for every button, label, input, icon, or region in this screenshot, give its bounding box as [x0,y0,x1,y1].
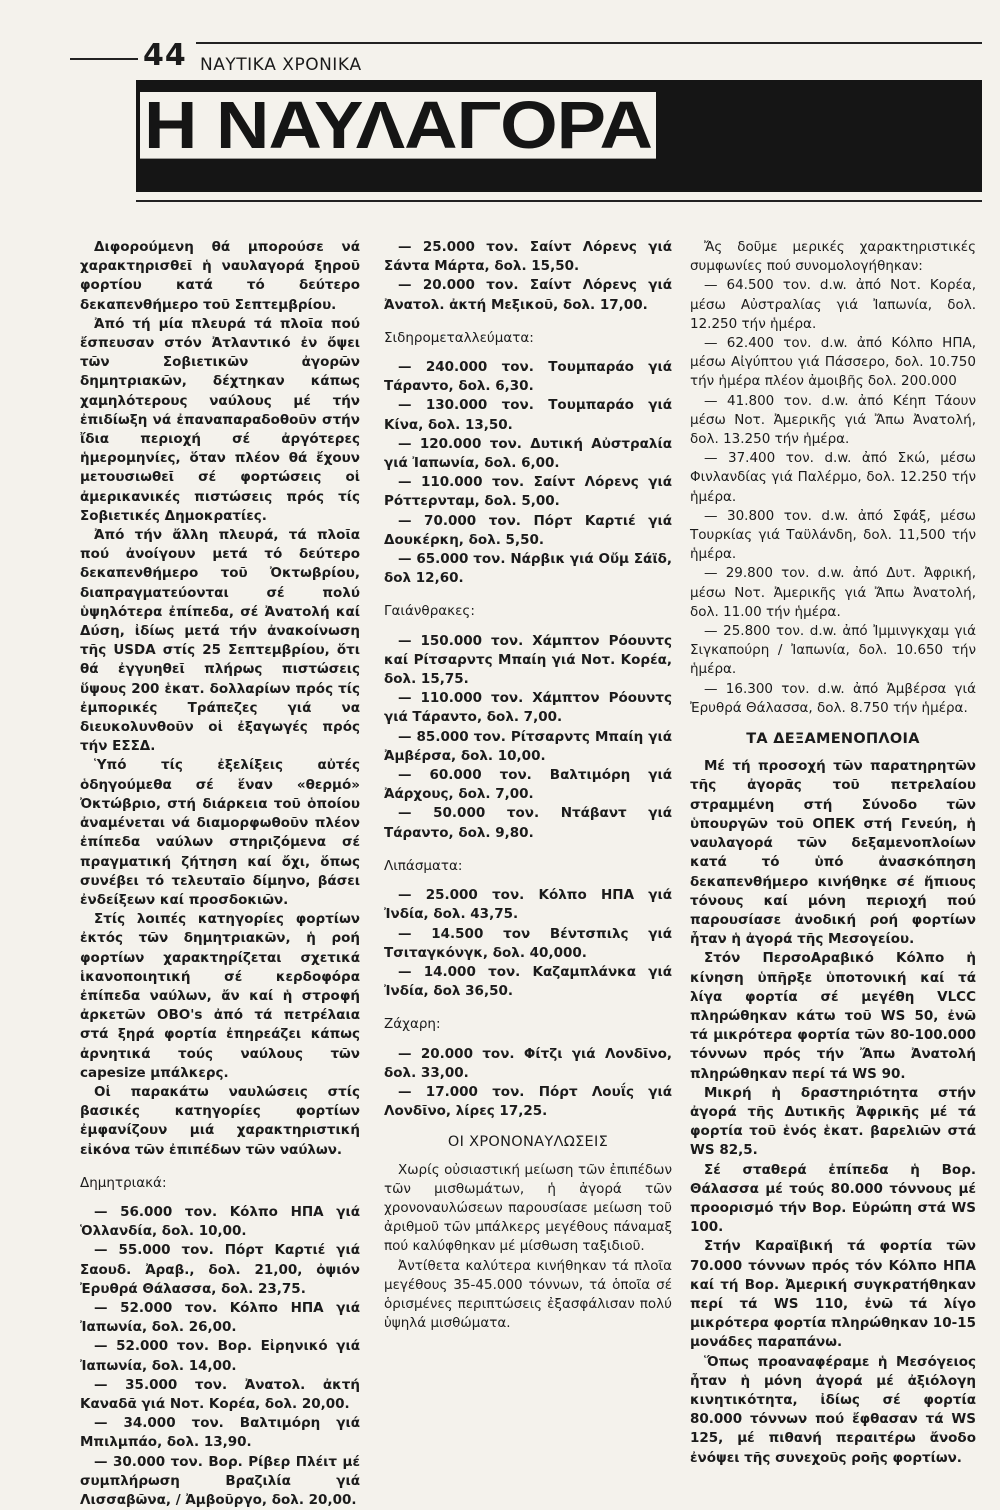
article-paragraph: Στίς λοιπές κατηγορίες φορτίων ἐκτός τῶν δημητριακῶν, ἡ ροή φορτίων χαρακτηρίζεται σχετικά ἱκανοποιητική σέ κερδοφόρα ἐπίπεδα ναύλων, ἄν καί ἡ στροφή ἀρκετῶν OBO's ἀπό τά πετρέλαια στά ξηρά φορτία ἐπηρεάζει κάπως ἀρνητικά τούς ναύλους τῶν capesize μπάλκερς. [80,911,360,1081]
section-label-coal: Γαιάνθρακες: [384,603,475,620]
article-paragraph: Μέ τή προσοχή τῶν παρατηρητῶν τῆς ἀγορᾶς τοῦ πετρελαίου στραμμένη στή Σύνοδο τῶν ὑπουργῶν τοῦ ΟΠΕΚ στή Γενεύη, ἡ ναυλαγορά τῶν δεξαμενοπλοίων κατά τό ὑπό ἀνασκόπηση δεκαπενθήμερο κινήθηκε σέ ἤπιους τόνους καί μόνη περιοχή πού παρουσίασε ἀνοδική ροή φορτίων ἦταν ἡ ἀγορά τῆς Μεσογείου. [690,758,976,948]
section-label-grain: Δημητριακά: [80,1174,167,1191]
article-paragraph: Ἀπό τήν ἄλλη πλευρά, τά πλοῖα πού ἀνοίγουν μετά τό δεύτερο δεκαπενθήμερο τοῦ Ὀκτωβρίου, διαπραγματεύονται σέ πολύ ὑψηλότερα ἐπίπεδα, σέ Ἀνατολή καί Δύση, ἰδίως μετά τήν ἀνακοίνωση τῆς USDA στίς 25 Σεπτεμβρίου, ὅτι θά ἐγγυηθεῖ πλήρως πιστώσεις ὕψους 200 ἑκατ. δολλαρίων πρός τίς ἐμπορικές Τράπεζες γιά να διευκολυνθοῦν οἱ ἐξαγωγές πρός τήν ΕΣΣΔ. [80,527,360,755]
banner-rule [136,200,982,202]
fixture-entry: — 150.000 τον. Χάμπτον Ρόουντς καί Ρίτσαρντς Μπαίη γιά Νοτ. Κορέα, δολ. 15,75. [384,632,672,688]
fixture-entry: — 52.000 τον. Βορ. Εἰρηνικό γιά Ἰαπωνία, δολ. 14,00. [80,1338,360,1374]
column-1 [80,238,360,1510]
section-heading-timecharters: ΟΙ ΧΡΟΝΟΝΑΥΛΩΣΕΙΣ [447,1134,609,1151]
section-label-ore: Σιδηρομεταλλεύματα: [384,329,534,346]
section-label-fertilizers: Λιπάσματα: [384,857,463,874]
fixture-entry: — 34.000 τον. Βαλτιμόρη γιά Μπιλμπάο, δολ. 13,90. [80,1415,360,1451]
article-paragraph: Ἀντίθετα καλύτερα κινήθηκαν τά πλοῖα μεγέθους 35-45.000 τόννων, τά ὁποῖα σέ ὁρισμένες περιπτώσεις ἐξασφάλισαν πολύ ὑψηλά μισθώματα. [384,1257,672,1332]
fixture-entry: — 130.000 τον. Τουμπαράο γιά Κίνα, δολ. 13,50. [384,397,672,433]
fixture-entry: — 62.400 τον. d.w. ἀπό Κόλπο ΗΠΑ, μέσω Αἰγύπτου γιά Πάσσερο, δολ. 10.750 τήν ἡμέρα πλέον ἀμοιβῆς δολ. 200.000 [690,335,976,390]
fixture-entry: — 25.000 τον. Κόλπο ΗΠΑ γιά Ἰνδία, δολ. 43,75. [384,887,672,923]
fixture-entry: — 240.000 τον. Τουμπαράο γιά Τάραντο, δολ. 6,30. [384,359,672,395]
title-banner [136,80,982,192]
article-paragraph: Χωρίς οὐσιαστική μείωση τῶν ἐπιπέδων τῶν μισθωμάτων, ἡ ἀγορά τῶν χρονοναυλώσεων παρουσίασε μείωση τοῦ ἀριθμοῦ τῶν μπάλκερς μεγέθους πάναμαξ πού καλύφθηκαν μέ μίσθωση ταξιδιοῦ. [384,1161,672,1255]
fixture-entry: — 37.400 τον. d.w. ἀπό Σκώ, μέσω Φινλανδίας γιά Παλέρμο, δολ. 12.250 τήν ἡμέρα. [690,450,976,505]
fixture-entry: — 85.000 τον. Ρίτσαρντς Μπαίη γιά Ἀμβέρσα, δολ. 10,00. [384,728,672,764]
column-3 [690,238,976,1468]
article-paragraph: Διφορούμενη θά μπορούσε νά χαρακτηρισθεῖ ἡ ναυλαγορά ξηροῦ φορτίου κατά τό δεύτερο δεκαπενθήμερο τοῦ Σεπτεμβρίου. [80,239,360,313]
article-paragraph: Ἀπό τή μία πλευρά τά πλοῖα πού ἔσπευσαν στόν Ἀτλαντικό ἐν ὄψει τῶν Σοβιετικῶν ἀγορῶν δημητριακῶν, δέχτηκαν κάπως χαμηλότερους ναύλους μέ τήν ἐπιδίωξη νά ἐπαναπαραδοθοῦν στήν ἴδια περιοχή σέ ἀργότερες ἡμερομηνίες, ὅταν πλέον θά ἔχουν μετουσιωθεῖ σέ φορτώσεις οἱ ἀμερικανικές πιστώσεις πρός τίς Σοβιετικές Δημοκρατίες. [80,315,360,524]
fixture-entry: — 20.000 τον. Σαίντ Λόρενς γιά Ἀνατολ. ἀκτή Μεξικοῦ, δολ. 17,00. [384,277,672,313]
fixture-entry: — 60.000 τον. Βαλτιμόρη γιά Ἀάρχους, δολ. 7,00. [384,767,672,803]
article-paragraph: Ὅπως προαναφέραμε ἡ Μεσόγειος ἦταν ἡ μόνη ἀγορά μέ ἀξιόλογη κινητικότητα, ἰδίως σέ φορτία 80.000 τόννων πού ἔφθασαν τά WS 125, μέ πιθανή περαιτέρω ἄνοδο ἐνόψει τῆς συνεχοῦς ροῆς φορτίων. [690,1353,976,1466]
fixture-entry: — 25.800 τον. d.w. ἀπό Ἰμμινγκχαμ γιά Σιγκαπούρη / Ἰαπωνία, δολ. 10.650 τήν ἡμέρα. [690,623,976,678]
article-paragraph: Οἱ παρακάτω ναυλώσεις στίς βασικές κατηγορίες φορτίων ἐμφανίζουν μιά χαρακτηριστική εἰκόνα τῶν ἐπιπέδων τῶν ναύλων. [80,1083,360,1158]
section-label-sugar: Ζάχαρη: [384,1016,441,1033]
fixture-entry: — 110.000 τον. Χάμπτον Ρόουντς γιά Τάραντο, δολ. 7,00. [384,690,672,726]
banner-title: Η ΝΑΥΛΑΓΟΡΑ [140,92,656,159]
fixture-entry: — 110.000 τον. Σαίντ Λόρενς γιά Ρόττερνταμ, δολ. 5,00. [384,474,672,510]
fixture-entry: — 65.000 τον. Νάρβικ γιά Οὔμ Σάϊδ, δολ 12,60. [384,551,672,587]
fixture-entry: — 35.000 τον. Ἀνατολ. ἀκτή Καναδᾶ γιά Νοτ. Κορέα, δολ. 20,00. [80,1376,360,1412]
fixture-entry: — 29.800 τον. d.w. ἀπό Δυτ. Ἀφρική, μέσω Νοτ. Ἀμερικῆς γιά Ἄπω Ἀνατολή, δολ. 11.00 τήν ἡμέρα. [690,565,976,620]
fixture-entry: — 30.800 τον. d.w. ἀπό Σφάξ, μέσω Τουρκίας γιά Ταϋλάνδη, δολ. 11,500 τήν ἡμέρα. [690,507,976,563]
fixture-entry: — 14.500 τον Βέντσπιλς γιά Τσιταγκόνγκ, δολ. 40,000. [384,925,672,961]
article-paragraph: Μικρή ἡ δραστηριότητα στήν ἀγορά τῆς Δυτικῆς Ἀφρικῆς μέ τά φορτία τοῦ ἑνός ἑκατ. βαρελιῶν στά WS 82,5. [690,1084,976,1159]
fixture-entry: — 52.000 τον. Κόλπο ΗΠΑ γιά Ἰαπωνία, δολ. 26,00. [80,1299,360,1336]
fixture-entry: — 64.500 τον. d.w. ἀπό Νοτ. Κορέα, μέσω Αὐστραλίας γιά Ἰαπωνία, δολ. 12.250 τήν ἡμέρα. [690,277,976,332]
article-paragraph: Στήν Καραϊβική τά φορτία τῶν 70.000 τόννων πρός τόν Κόλπο ΗΠΑ καί τή Βορ. Ἀμερική συγκρατήθηκαν περί τά WS 110, ἐνῶ τά λίγο μικρότερα φορτία πληρώθηκαν 10-15 μονάδες παραπάνω. [690,1238,976,1351]
column-2 [384,238,672,1333]
fixture-entry: — 20.000 τον. Φίτζι γιά Λονδῖνο, δολ. 33,00. [384,1045,672,1081]
fixture-entry: — 120.000 τον. Δυτική Αὐστραλία γιά Ἰαπωνία, δολ. 6,00. [384,435,672,472]
page-number: 44 [143,38,187,73]
header-rule-right [196,42,982,44]
fixture-entry: — 55.000 τον. Πόρτ Καρτιέ γιά Σαουδ. Ἀραβ., δολ. 21,00, ὀψιόν Ἐρυθρά Θάλασσα, δολ. 23,75. [80,1242,360,1297]
fixture-entry: — 25.000 τον. Σαίντ Λόρενς γιά Σάντα Μάρτα, δολ. 15,50. [384,239,672,275]
fixture-entry: — 41.800 τον. d.w. ἀπό Κέηπ Τάουν μέσω Νοτ. Ἀμερικῆς γιά Ἄπω Ἀνατολή, δολ. 13.250 τήν ἡμέρα. [690,392,976,448]
article-paragraph: Ὑπό τίς ἐξελίξεις αὐτές ὁδηγούμεθα σέ ἕναν «θερμό» Ὀκτώβριο, στή διάρκεια τοῦ ὁποίου ἀναμένεται νά διαμορφωθοῦν πλέον ἐπίπεδα ναύλων στηριζόμενα σέ πραγματική ζήτηση καί ὄχι, ὅπως συνέβει τό τελευταῖο δίμηνο, βάσει ἐνδείξεων καί προσδοκιῶν. [80,757,360,908]
magazine-title: ΝΑΥΤΙΚΑ ΧΡΟΝΙΚΑ [200,55,362,75]
article-paragraph: Σέ σταθερά ἐπίπεδα ἡ Βορ. Θάλασσα μέ τούς 80.000 τόννους μέ προορισμό τήν Βορ. Εὐρώπη στά WS 100. [690,1161,976,1236]
article-paragraph: Στόν ΠερσοΑραβικό Κόλπο ἡ κίνηση ὑπῆρξε ὑποτονική καί τά λίγα φορτία σέ μεγέθη VLCC πληρώθηκαν κάτω τοῦ WS 50, ἐνῶ τά μικρότερα φορτία τῶν 80-100.000 τόννων πρός τήν Ἄπω Ἀνατολή πληρώθηκαν περί τά WS 90. [690,950,976,1082]
fixture-entry: — 16.300 τον. d.w. ἀπό Ἀμβέρσα γιά Ἐρυθρά Θάλασσα, δολ. 8.750 τήν ἡμέρα. [690,680,976,716]
fixture-entry: — 56.000 τον. Κόλπο ΗΠΑ γιά Ὁλλανδία, δολ. 10,00. [80,1203,360,1240]
article-paragraph: Ἄς δοῦμε μερικές χαρακτηριστικές συμφωνίες πού συνομολογήθηκαν: [690,239,976,275]
fixture-entry: — 30.000 τον. Βορ. Ρίβερ Πλέιτ μέ συμπλήρωση Βραζιλία γιά Λισσαβῶνα, / Ἀμβοῦργο, δολ. 20,00. [80,1453,360,1508]
fixture-entry: — 50.000 τον. Ντάβαντ γιά Τάραντο, δολ. 9,80. [384,805,672,841]
fixture-entry: — 14.000 τον. Καζαμπλάνκα γιά Ἰνδία, δολ 36,50. [384,963,672,1000]
fixture-entry: — 70.000 τον. Πόρτ Καρτιέ γιά Δουκέρκη, δολ. 5,50. [384,512,672,548]
header-rule-left [70,58,138,60]
section-heading-tankers: ΤΑ ΔΕΞΑΜΕΝΟΠΛΟΙΑ [746,731,920,748]
fixture-entry: — 17.000 τον. Πόρτ Λουΐς γιά Λονδῖνο, λίρες 17,25. [384,1083,672,1120]
